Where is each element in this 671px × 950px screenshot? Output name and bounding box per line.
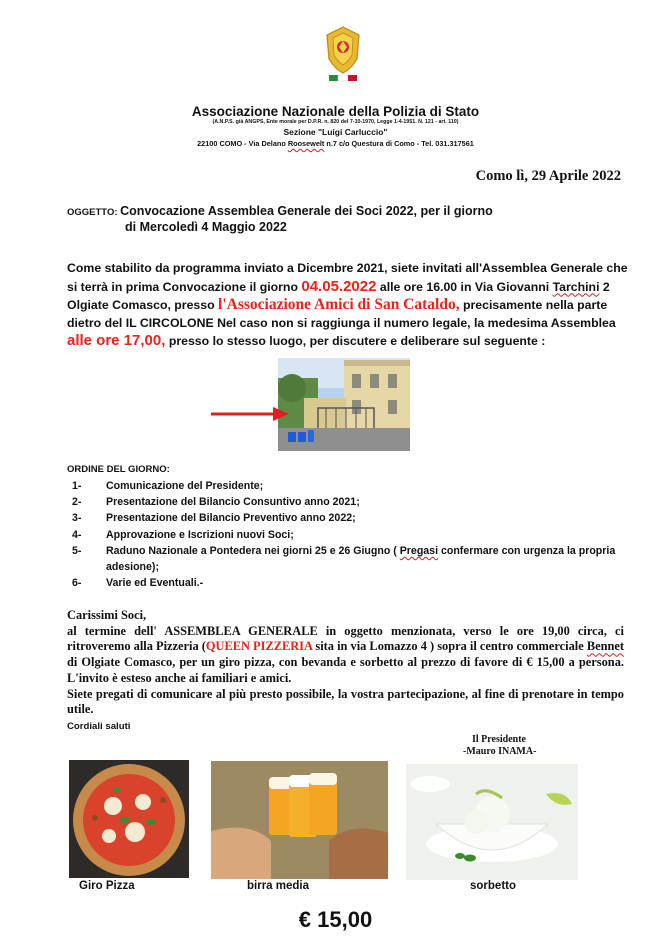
pizza-caption: Giro Pizza [79,880,135,892]
agenda-item [72,527,632,543]
agenda-item-text: Presentazione del Bilancio Preventivo anno 2022; [106,512,356,525]
agenda-item-text: Comunicazione del Presidente; [106,480,264,492]
org-name: Associazione Nazionale della Polizia di Stato [191,104,480,119]
agenda-item5-end: confermare con urgenza la propria adesione); [106,544,616,574]
agenda-item-number: 5- [72,544,82,557]
agenda-item [72,575,632,591]
agenda-item-text: Varie ed Eventuali.- [106,577,204,590]
subject [67,204,493,235]
convocation-paragraph [67,260,632,351]
beer-caption: birra media [247,880,309,892]
body-text-2: alle ore 16.00 in Via Giovanni [376,279,553,294]
letter-date: Como lì, 29 Aprile 2022 [475,168,621,184]
letter-greeting: Carissimi Soci, [67,608,147,622]
subject-line-1: Convocazione Assemblea Generale dei Soci 2022, per il giorno [120,204,493,218]
agenda-item-text: Approvazione e Iscrizioni nuovi Soci; [106,528,294,541]
agenda-item [72,494,632,510]
subject-label: OGGETTO: [67,207,121,218]
letter-text-2: sita in via Lomazzo 4 ) sopra il centro commerciale [312,639,587,654]
agenda-item-number: 4- [72,528,82,541]
letter-text-1: al termine dell' ASSEMBLEA GENERALE in oggetto menzionata, verso le ore 19,00 circa, ci ritroveremo alla Pizzeria ( [67,623,624,654]
meeting-date: 04.05.2022 [301,277,377,295]
second-call-time: alle ore 17,00, [67,332,166,349]
closing-greeting: Cordiali saluti [67,721,131,732]
bennet-name: Bennet [586,639,624,654]
org-address [0,139,671,148]
beer-photo [211,761,388,879]
venue-photo [278,358,410,451]
agenda-item [72,478,632,494]
body-text-1: Come stabilito da programma inviato a Dicembre 2021, siete invitati all'Assemblea Generale che si terrà in prima Convocazione il giorno [67,261,628,294]
red-arrow-icon [211,404,291,424]
body-text-3: 2 Olgiate Comasco, presso [67,279,610,312]
address-street: Roosewelt [287,139,325,148]
agenda-item-text: Presentazione del Bilancio Consuntivo anno 2021; [106,496,360,509]
subject-line-2: di Mercoledì 4 Maggio 2022 [125,220,287,234]
agenda-item-number: 1- [72,480,82,492]
agenda-item-number: 3- [72,512,82,525]
president-title: Il Presidente [472,734,526,745]
agenda-item [72,510,632,526]
dinner-invitation [67,608,624,718]
police-emblem-icon [321,25,365,85]
agenda-item5-pregasi: Pregasi [399,544,439,557]
president-name: -Mauro INAMA- [463,746,537,757]
address-end: n.7 c/o Questura di Como - Tel. 031.317561 [324,139,474,148]
letter-text-3: di Olgiate Comasco, per un giro pizza, con bevanda e sorbetto al prezzo di favore di € 15,00 a persona. L'invito è esteso anche ai familiari e amici. [67,655,624,685]
letter-paragraph [67,624,624,687]
agenda-item-text [106,543,632,575]
body-text-5: presso lo stesso luogo, per discutere e deliberare sul seguente : [165,334,546,348]
agenda-item [72,543,632,575]
pizza-photo [69,760,189,878]
venue-name: l'Associazione Amici di San Cataldo, [218,296,460,313]
agenda-item-number: 2- [72,496,82,509]
body-text-4: precisamente nella parte dietro del IL CIRCOLONE Nel caso non si raggiunga il numero legale, la medesima Assemblea [67,298,616,330]
address-start: 22100 COMO - Via Delano [197,139,288,148]
street-name: Tarchini [552,279,600,294]
letter-rsvp: Siete pregati di comunicare al più presto possibile, la vostra partecipazione, al fine di prenotare in tempo utile. [67,686,624,717]
agenda-item-number: 6- [72,577,82,590]
sorbet-caption: sorbetto [470,880,516,892]
section-name: Sezione "Luigi Carluccio" [283,127,388,137]
agenda-list [72,478,632,591]
agenda-item5-start: Raduno Nazionale a Pontedera nei giorni 25 e 26 Giugno ( [106,544,400,557]
org-subtitle: (A.N.P.S. già ANGPS, Ente morale per D.P.R. n. 820 del 7-10-1970, Legge 1-4-1951. N. 121 - art. 110) [212,119,459,125]
pizzeria-name: QUEEN PIZZERIA [205,639,313,654]
sorbet-photo [406,764,578,880]
agenda-title: ORDINE DEL GIORNO: [67,464,170,475]
price: € 15,00 [298,907,373,932]
